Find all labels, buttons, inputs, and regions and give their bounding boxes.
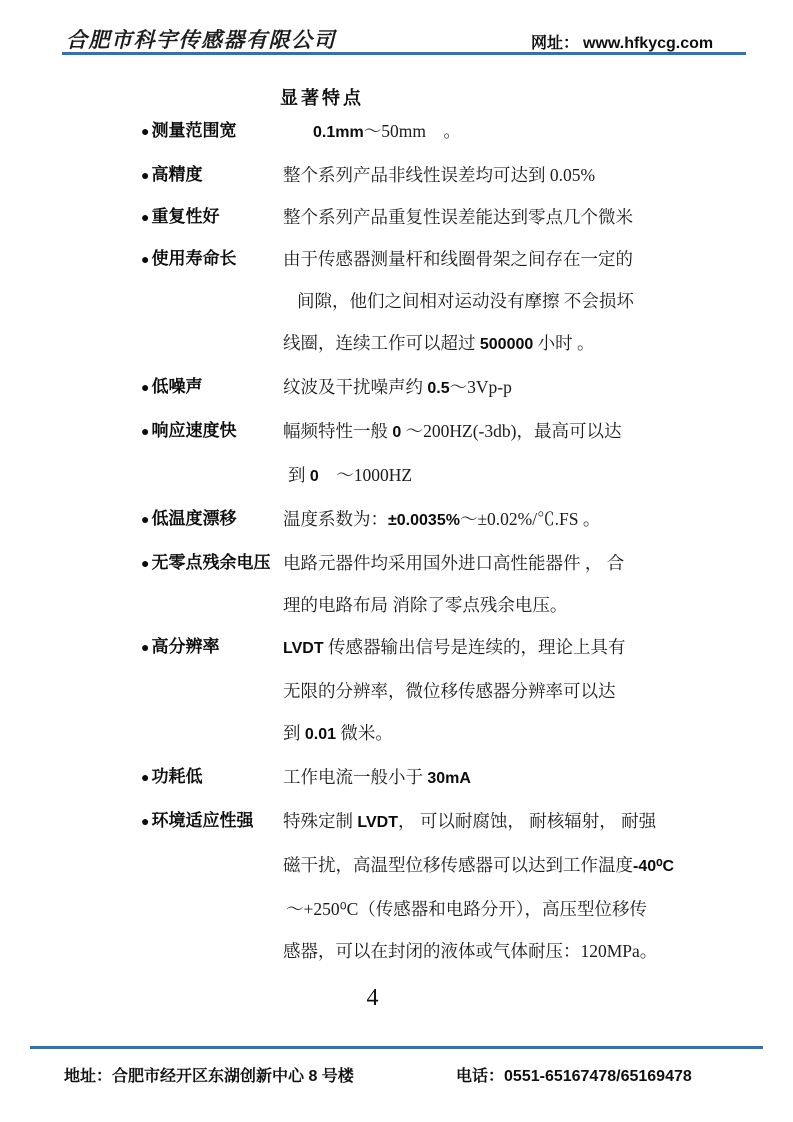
feature-row <box>141 196 753 238</box>
feature-description-line: 无限的分辨率，微位移传感器分辨率可以达 <box>283 681 616 701</box>
feature-description-line: 纹波及干扰噪声约 0.5～3Vp-p <box>283 377 512 397</box>
feature-description-line: ～+250⁰C（传感器和电路分开），高压型位移传 <box>286 899 648 919</box>
phone-value: 0551-65167478/65169478 <box>504 1068 692 1085</box>
bullet-icon: ● <box>141 769 150 785</box>
feature-label-text: 无零点残余电压 <box>151 553 271 572</box>
feature-description-line: 由于传感器测量杆和线圈骨架之间存在一定的 <box>283 249 633 269</box>
feature-description <box>283 626 753 756</box>
company-name: 合肥市科宇传感器有限公司 <box>66 28 336 52</box>
feature-label <box>141 196 283 238</box>
phone-label: 电话： <box>456 1068 505 1085</box>
feature-description <box>283 110 753 154</box>
website-label: 网址： <box>531 35 580 52</box>
feature-row <box>141 626 753 756</box>
feature-description <box>283 410 753 498</box>
feature-description-line: 幅频特性一般 0 ～200HZ(-3db)，最高可以达 <box>283 421 622 441</box>
footer-divider-line <box>30 1046 763 1049</box>
feature-row <box>141 542 753 626</box>
feature-description-line: 工作电流一般小于 30mA <box>283 767 471 787</box>
bullet-icon: ● <box>141 813 150 829</box>
feature-description-line: 整个系列产品重复性误差能达到零点几个微米 <box>283 207 633 227</box>
feature-description <box>283 196 753 238</box>
feature-description <box>283 800 753 972</box>
feature-description-line: 线圈，连续工作可以超过 500000 小时 。 <box>283 333 595 353</box>
feature-label <box>141 110 283 152</box>
feature-description-line: LVDT 传感器输出信号是连续的，理论上具有 <box>283 637 626 657</box>
header-divider-line <box>62 52 746 55</box>
address-value: 合肥市经开区东湖创新中心 8 号楼 <box>112 1068 354 1085</box>
feature-row <box>141 756 753 800</box>
feature-label <box>141 410 283 452</box>
feature-row <box>141 800 753 972</box>
bullet-icon: ● <box>141 379 150 395</box>
feature-label-text: 响应速度快 <box>151 421 237 440</box>
feature-description-line: 特殊定制 LVDT， 可以耐腐蚀， 耐核辐射， 耐强 <box>283 811 657 831</box>
feature-description-line: 电路元器件均采用国外进口高性能器件 ， 合 <box>283 553 625 573</box>
feature-label-text: 高精度 <box>151 165 203 184</box>
feature-label-text: 使用寿命长 <box>151 249 237 268</box>
feature-description-line: 0.1mm～50mm 。 <box>313 121 461 141</box>
website-line <box>531 30 713 53</box>
footer <box>0 1060 793 1094</box>
feature-row <box>141 238 753 366</box>
feature-label-text: 功耗低 <box>151 767 203 786</box>
page-number: 4 <box>366 985 379 1011</box>
feature-row <box>141 410 753 498</box>
bullet-icon: ● <box>141 555 150 571</box>
feature-label <box>141 626 283 668</box>
feature-label <box>141 366 283 408</box>
feature-description <box>283 756 753 800</box>
feature-label-text: 高分辨率 <box>151 637 220 656</box>
feature-description-line: 感器，可以在封闭的液体或气体耐压：120MPa。 <box>283 941 658 961</box>
bullet-icon: ● <box>141 167 150 183</box>
feature-label <box>141 800 283 842</box>
feature-label-text: 重复性好 <box>151 207 220 226</box>
feature-description <box>283 154 753 196</box>
feature-description-line: 间隙，他们之间相对运动没有摩擦 不会损坏 <box>297 291 634 311</box>
feature-description-line: 温度系数为：±0.0035%～±0.02%/℃.FS 。 <box>283 509 601 529</box>
feature-description-line: 理的电路布局 消除了零点残余电压。 <box>283 595 568 615</box>
feature-description-line: 到 0.01 微米。 <box>283 723 393 743</box>
bullet-icon: ● <box>141 123 150 139</box>
feature-label-text: 低噪声 <box>151 377 203 396</box>
website-url: www.hfkycg.com <box>583 35 714 52</box>
feature-label-text: 测量范围宽 <box>151 121 237 140</box>
feature-label-text: 低温度漂移 <box>151 509 237 528</box>
feature-description <box>283 542 753 626</box>
bullet-icon: ● <box>141 423 150 439</box>
feature-label-text: 环境适应性强 <box>151 811 254 830</box>
feature-description <box>283 498 753 542</box>
feature-list <box>141 110 753 972</box>
bullet-icon: ● <box>141 209 150 225</box>
feature-description <box>283 238 753 366</box>
feature-row <box>141 366 753 410</box>
feature-label <box>141 756 283 798</box>
bullet-icon: ● <box>141 511 150 527</box>
feature-label <box>141 498 283 540</box>
feature-description-line: 磁干扰，高温型位移传感器可以达到工作温度-40⁰C <box>283 855 675 875</box>
feature-description-line: 到 0 ～1000HZ <box>288 465 413 485</box>
bullet-icon: ● <box>141 251 150 267</box>
bullet-icon: ● <box>141 639 150 655</box>
address-label: 地址： <box>64 1068 113 1085</box>
footer-phone <box>456 1063 692 1086</box>
feature-row <box>141 498 753 542</box>
footer-address <box>64 1063 354 1086</box>
feature-row <box>141 154 753 196</box>
page-title: 显著特点 <box>280 88 364 108</box>
feature-label <box>141 238 283 280</box>
feature-description <box>283 366 753 410</box>
feature-label <box>141 154 283 196</box>
feature-description-line: 整个系列产品非线性误差均可达到 0.05% <box>283 165 596 185</box>
feature-label <box>141 542 283 584</box>
feature-row <box>141 110 753 154</box>
